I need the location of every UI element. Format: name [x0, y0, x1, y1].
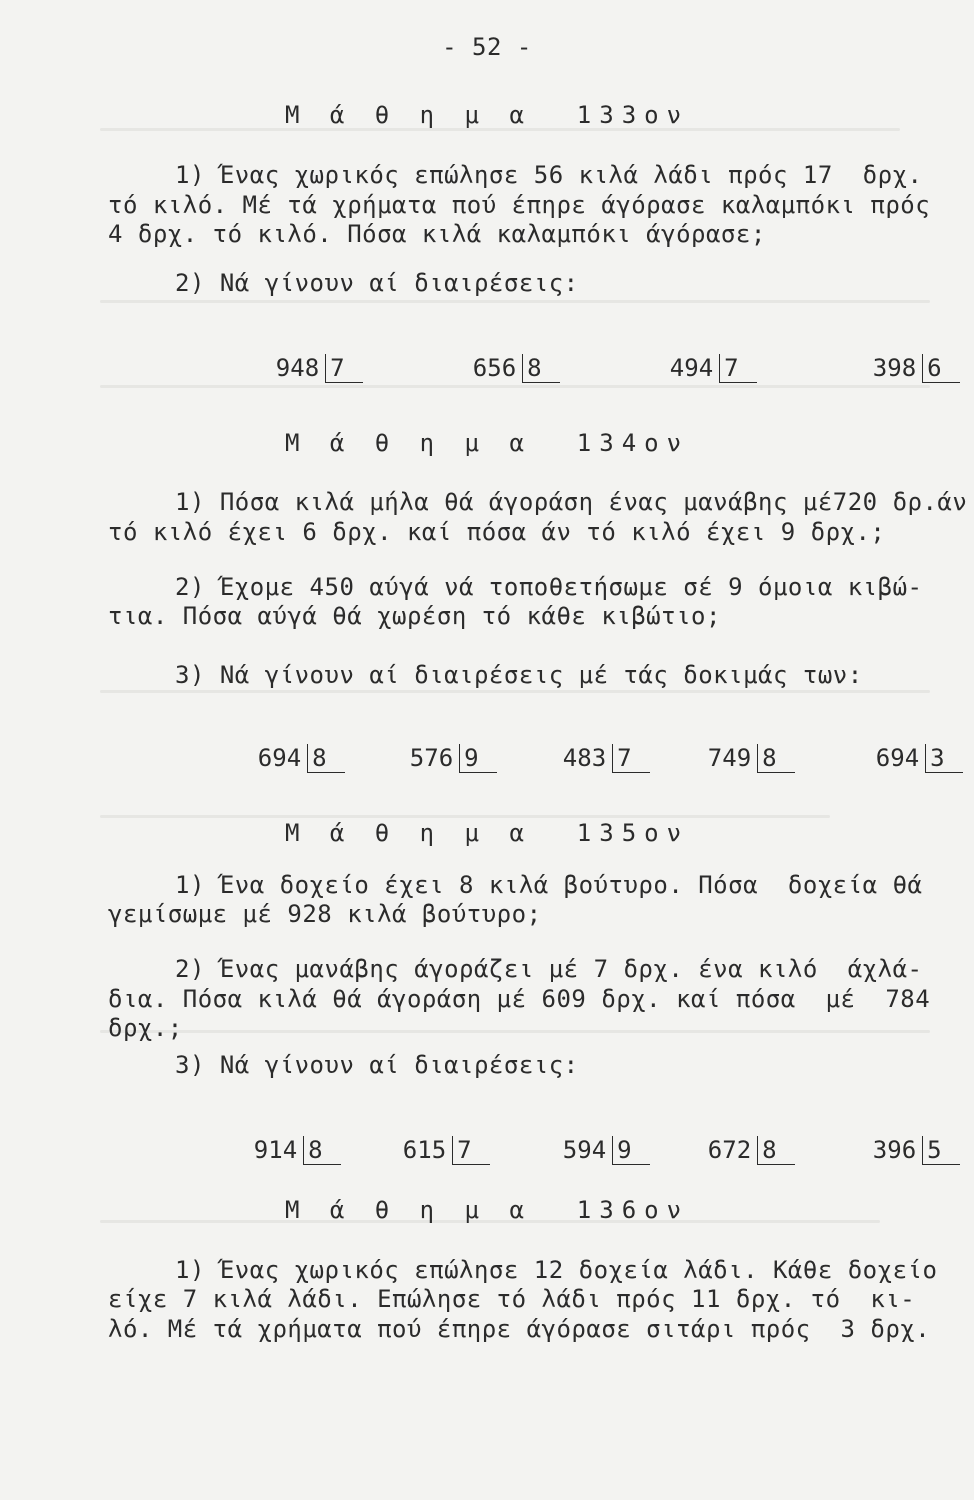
dividend: 672	[707, 1136, 752, 1164]
divisor: 7	[719, 354, 756, 383]
division-problem	[200, 716, 345, 801]
division-problem	[612, 326, 757, 411]
lesson-text-line: είχε 7 κιλά λάδι. Επώλησε τό λάδι πρός 11 δρχ. τό κι-	[108, 1285, 916, 1313]
divisor: 7	[325, 354, 362, 383]
divisor: 8	[307, 744, 344, 773]
lesson-text-line: 1) Ένας χωρικός επώλησε 12 δοχεία λάδι. Κάθε δοχείο	[175, 1256, 938, 1284]
division-problem	[650, 1108, 795, 1193]
lesson-text-line: γεμίσωμε μέ 928 κιλά βούτυρο;	[108, 900, 542, 928]
lesson-text-line: 2) Νά γίνουν αί διαιρέσεις:	[175, 269, 579, 297]
dividend: 749	[707, 744, 752, 772]
dividend: 576	[409, 744, 454, 772]
lesson-text-line: 1) Ένας χωρικός επώλησε 56 κιλά λάδι πρός 17 δρχ.	[175, 161, 923, 189]
lesson-text-line: 1) Πόσα κιλά μήλα θά άγοράση ένας μανάβης μέ720 δρ.άν	[175, 488, 968, 516]
dividend: 483	[562, 744, 607, 772]
divisor: 6	[922, 354, 959, 383]
lesson-title: Μ ά θ η μ α 135ον	[284, 819, 690, 847]
divisor: 9	[612, 1136, 649, 1165]
divisor: 7	[612, 744, 649, 773]
division-problem	[505, 716, 650, 801]
divisor: 8	[757, 744, 794, 773]
bleed-through-line	[100, 690, 930, 693]
page-number: - 52 -	[442, 33, 532, 61]
lesson-text-line: 1) Ένα δοχείο έχει 8 κιλά βούτυρο. Πόσα δοχεία θά	[175, 871, 923, 899]
dividend: 914	[253, 1136, 298, 1164]
dividend: 398	[872, 354, 917, 382]
dividend: 594	[562, 1136, 607, 1164]
dividend: 615	[402, 1136, 447, 1164]
division-problem	[815, 1108, 960, 1193]
lesson-text-line: 3) Νά γίνουν αί διαιρέσεις μέ τάς δοκιμάς των:	[175, 661, 863, 689]
lesson-title: Μ ά θ η μ α 133ον	[284, 101, 690, 129]
lesson-text-line: δια. Πόσα κιλά θά άγοράση μέ 609 δρχ. καί πόσα μέ 784	[108, 985, 931, 1013]
divisor: 3	[925, 744, 962, 773]
division-problem	[650, 716, 795, 801]
dividend: 694	[875, 744, 920, 772]
division-problem	[352, 716, 497, 801]
lesson-text-line: 3) Νά γίνουν αί διαιρέσεις:	[175, 1051, 579, 1079]
divisor: 5	[922, 1136, 959, 1165]
divisor: 9	[459, 744, 496, 773]
lesson-text-line: 2) Ένας μανάβης άγοράζει μέ 7 δρχ. ένα κιλό άχλά-	[175, 955, 923, 983]
lesson-text-line: τό κιλό. Μέ τά χρήματα πού έπηρε άγόρασε καλαμπόκι πρός	[108, 191, 931, 219]
division-problem	[415, 326, 560, 411]
division-problem	[218, 326, 363, 411]
dividend: 656	[472, 354, 517, 382]
lesson-text-line: δρχ.;	[108, 1014, 183, 1042]
lesson-title: Μ ά θ η μ α 134ον	[284, 429, 690, 457]
division-problem	[818, 716, 963, 801]
divisor: 8	[303, 1136, 340, 1165]
lesson-text-line: τια. Πόσα αύγά θά χωρέση τό κάθε κιβώτιο;	[108, 602, 721, 630]
division-problem	[815, 326, 960, 411]
dividend: 494	[669, 354, 714, 382]
divisor: 8	[522, 354, 559, 383]
division-problem	[345, 1108, 490, 1193]
lesson-title: Μ ά θ η μ α 136ον	[284, 1196, 690, 1224]
dividend: 396	[872, 1136, 917, 1164]
bleed-through-line	[100, 1030, 930, 1033]
lesson-text-line: τό κιλό έχει 6 δρχ. καί πόσα άν τό κιλό έχει 9 δρχ.;	[108, 518, 886, 546]
lesson-text-line: 2) Έχομε 450 αύγά νά τοποθετήσωμε σέ 9 όμοια κιβώ-	[175, 573, 923, 601]
lesson-text-line: λό. Μέ τά χρήματα πού έπηρε άγόρασε σιτάρι πρός 3 δρχ.	[108, 1315, 931, 1343]
division-problem	[505, 1108, 650, 1193]
divisor: 7	[452, 1136, 489, 1165]
bleed-through-line	[100, 300, 930, 303]
dividend: 948	[275, 354, 320, 382]
lesson-text-line: 4 δρχ. τό κιλό. Πόσα κιλά καλαμπόκι άγόρασε;	[108, 220, 766, 248]
dividend: 694	[257, 744, 302, 772]
division-problem	[196, 1108, 341, 1193]
divisor: 8	[757, 1136, 794, 1165]
